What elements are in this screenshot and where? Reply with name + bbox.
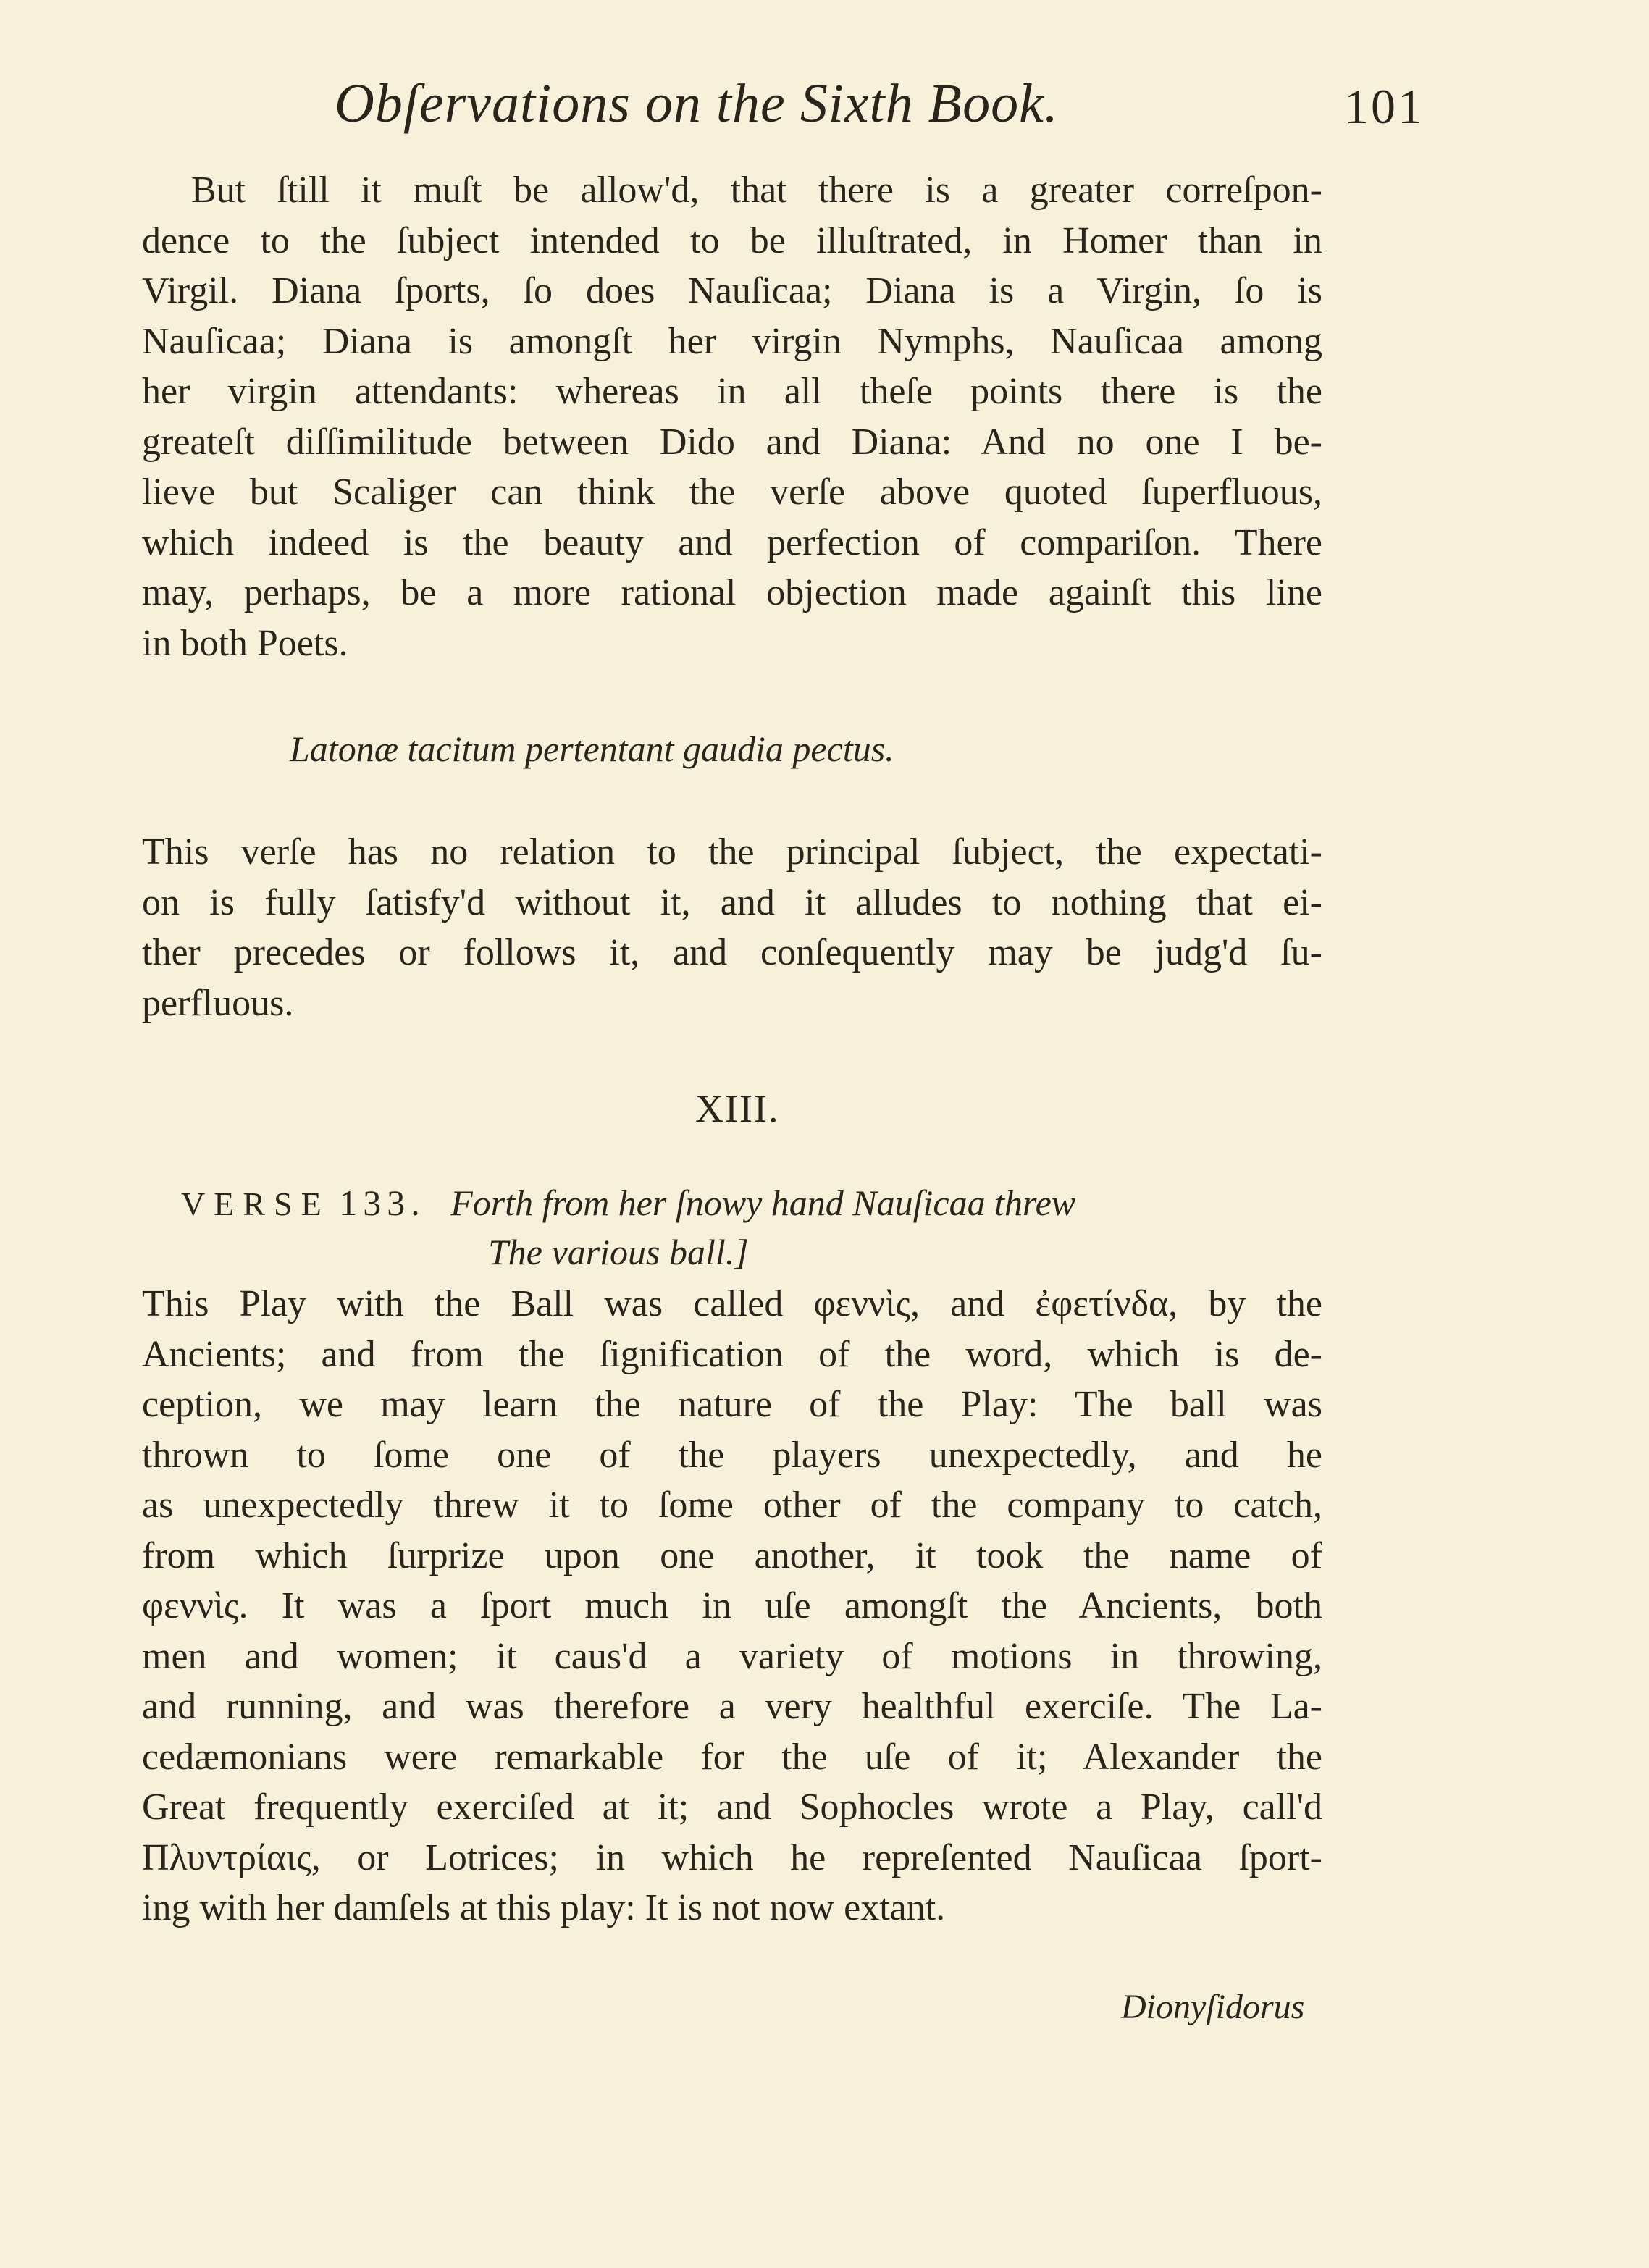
- text-line: dence to the ſubject intended to be illuſtrated, in Homer than in: [142, 219, 1322, 261]
- catchword: Dionyſidorus: [1121, 1988, 1305, 2026]
- verse-number: 133.: [339, 1183, 426, 1223]
- verse-reference: [181, 1182, 1075, 1224]
- text-line: in both Poets.: [142, 622, 348, 664]
- text-line: and running, and was therefore a very healthful exerciſe. The La-: [142, 1686, 1322, 1727]
- text-line: ception, we may learn the nature of the Play: The ball was: [142, 1384, 1322, 1425]
- text-line: Virgil. Diana ſports, ſo does Nauſicaa; Diana is a Virgin, ſo is: [142, 270, 1322, 311]
- section-heading: XIII.: [695, 1087, 780, 1130]
- page-number: 101: [1344, 79, 1424, 134]
- text-line: thrown to ſome one of the players unexpectedly, and he: [142, 1434, 1322, 1476]
- text-line: But ſtill it muſt be allow'd, that there is a greater correſpon-: [191, 169, 1322, 211]
- text-line: Πλυντρίαις, or Lotrices; in which he repreſented Nauſicaa ſport-: [142, 1836, 1322, 1878]
- text-line: men and women; it caus'd a variety of motions in throwing,: [142, 1635, 1322, 1677]
- text-line: from which ſurprize upon one another, it took the name of: [142, 1534, 1322, 1576]
- verse-text: Forth from her ſnowy hand Nauſicaa threw: [450, 1183, 1076, 1223]
- text-line: This Play with the Ball was called φεννὶς, and ἐφετίνδα, by the: [142, 1283, 1322, 1324]
- text-line: lieve but Scaliger can think the verſe above quoted ſuperfluous,: [142, 471, 1322, 513]
- text-line: perfluous.: [142, 982, 294, 1024]
- text-line: Great frequently exerciſed at it; and Sophocles wrote a Play, call'd: [142, 1786, 1322, 1828]
- latin-quotation: Latonæ tacitum pertentant gaudia pectus.: [290, 728, 894, 769]
- text-line: cedæmonians were remarkable for the uſe of it; Alexander the: [142, 1736, 1322, 1778]
- text-line: greateſt diſſimilitude between Dido and Diana: And no one I be-: [142, 421, 1322, 463]
- running-title: Obſervations on the Sixth Book.: [335, 73, 1059, 134]
- paragraph-superfluous: [142, 827, 1322, 1028]
- text-line: φεννὶς. It was a ſport much in uſe amongſt the Ancients, both: [142, 1585, 1322, 1626]
- text-line: may, perhaps, be a more rational objection made againſt this line: [142, 572, 1322, 613]
- text-line: ing with her damſels at this play: It is not now extant.: [142, 1887, 946, 1928]
- verse-label: VERSE: [181, 1185, 330, 1222]
- text-line: Ancients; and from the ſignification of the word, which is de-: [142, 1333, 1322, 1375]
- text-line: her virgin attendants: whereas in all theſe points there is the: [142, 371, 1322, 412]
- text-line: which indeed is the beauty and perfection of compariſon. There: [142, 521, 1322, 563]
- text-line: Nauſicaa; Diana is amongſt her virgin Nymphs, Nauſicaa among: [142, 320, 1322, 362]
- text-line: This verſe has no relation to the principal ſubject, the expectati-: [142, 831, 1322, 873]
- text-line: as unexpectedly threw it to ſome other of the company to catch,: [142, 1484, 1322, 1526]
- text-line: ther precedes or follows it, and conſequently may be judg'd ſu-: [142, 932, 1322, 973]
- verse-text-continued: The various ball.]: [488, 1232, 749, 1272]
- text-line: on is fully ſatisfy'd without it, and it alludes to nothing that ei-: [142, 881, 1322, 923]
- paragraph-comparison: [142, 165, 1322, 668]
- paragraph-ball-play: [142, 1279, 1322, 1933]
